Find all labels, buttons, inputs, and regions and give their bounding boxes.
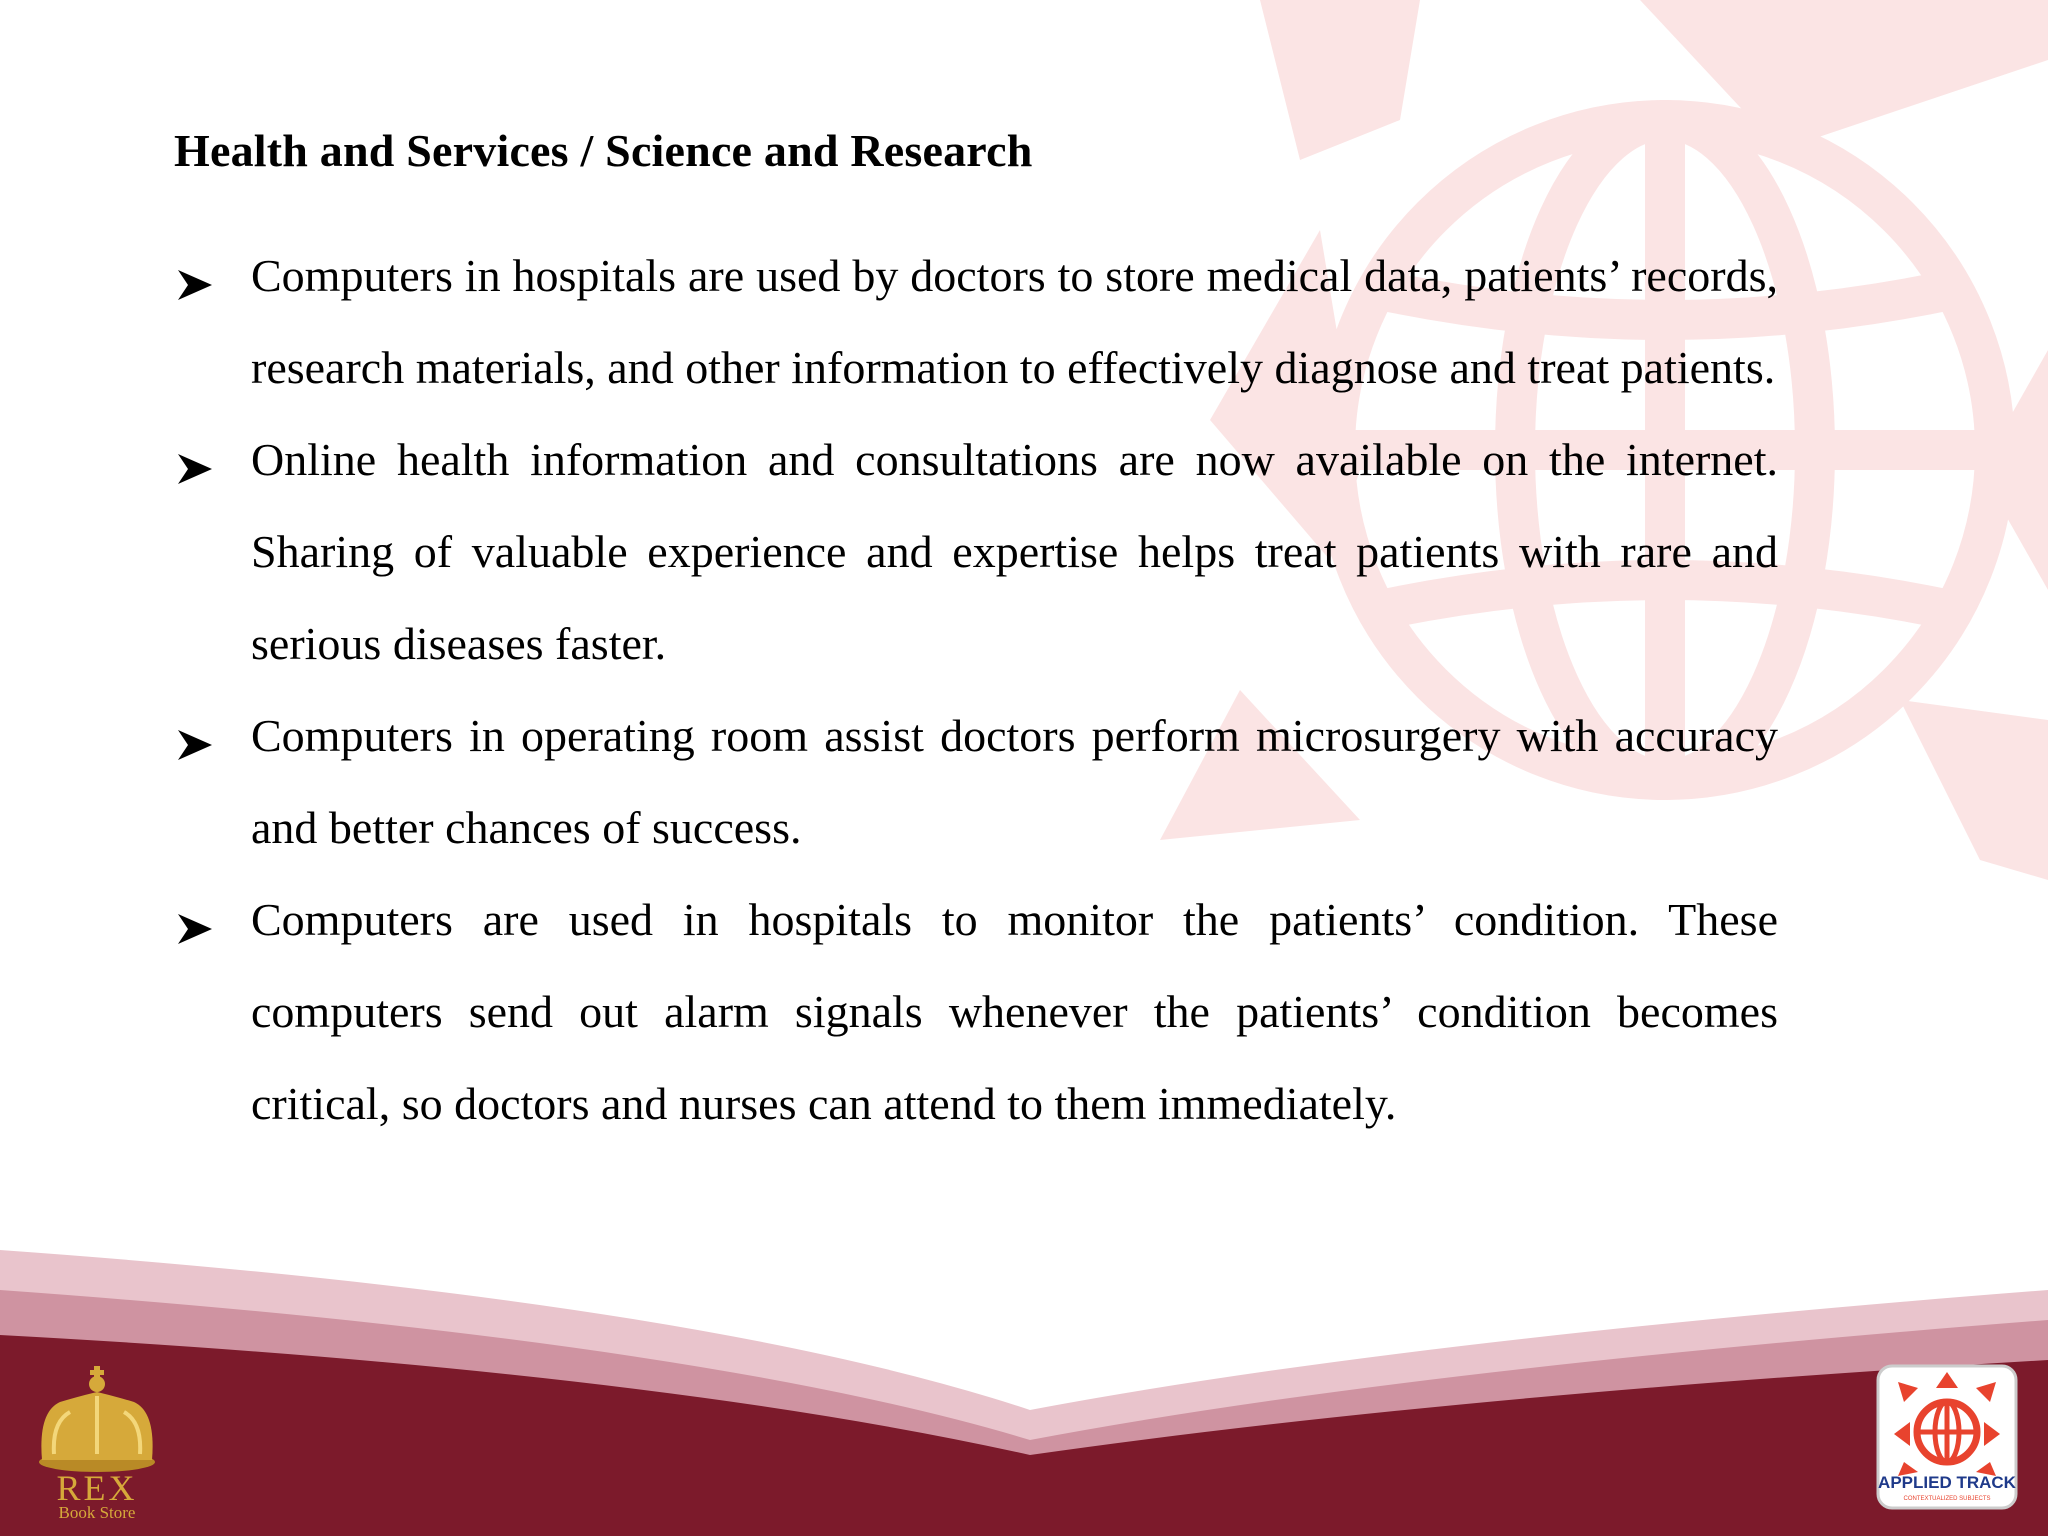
slide-title: Health and Services / Science and Research [174, 125, 1033, 176]
arrowhead-bullet-icon [178, 454, 212, 484]
bullet-text: Online health information and consultations are now available on the internet. Sharing of valuable experience and expertise helps treat patients with rare and serious diseases faster. [251, 434, 1778, 669]
bullet-item [174, 414, 1778, 690]
arrowhead-bullet-icon [178, 270, 212, 300]
bullet-text: Computers are used in hospitals to monitor the patients’ condition. These computers send out alarm signals whenever the patients’ condition becomes critical, so doctors and nurses can attend to them immediately. [251, 894, 1778, 1129]
applied-track-logo [1876, 1364, 2018, 1510]
applied-track-subtitle: CONTEXTUALIZED SUBJECTS [1903, 1496, 1991, 1502]
bullet-text: Computers in operating room assist doctors perform microsurgery with accuracy and better chances of success. [251, 710, 1778, 853]
bullet-item [174, 230, 1778, 414]
bullet-item [174, 874, 1778, 1150]
arrowhead-bullet-icon [178, 914, 212, 944]
bullet-item [174, 690, 1778, 874]
rex-logo-title: REX [56, 1468, 138, 1508]
crown-icon [39, 1366, 155, 1472]
applied-track-title: APPLIED TRACK [1878, 1473, 2016, 1492]
bullet-list [174, 230, 1778, 1150]
bullet-text: Computers in hospitals are used by doctors to store medical data, patients’ records, research materials, and other information to effectively diagnose and treat patients. [251, 250, 1778, 393]
rex-bookstore-logo [30, 1362, 165, 1520]
rex-logo-subtitle: Book Store [58, 1503, 136, 1520]
arrowhead-bullet-icon [178, 730, 212, 760]
